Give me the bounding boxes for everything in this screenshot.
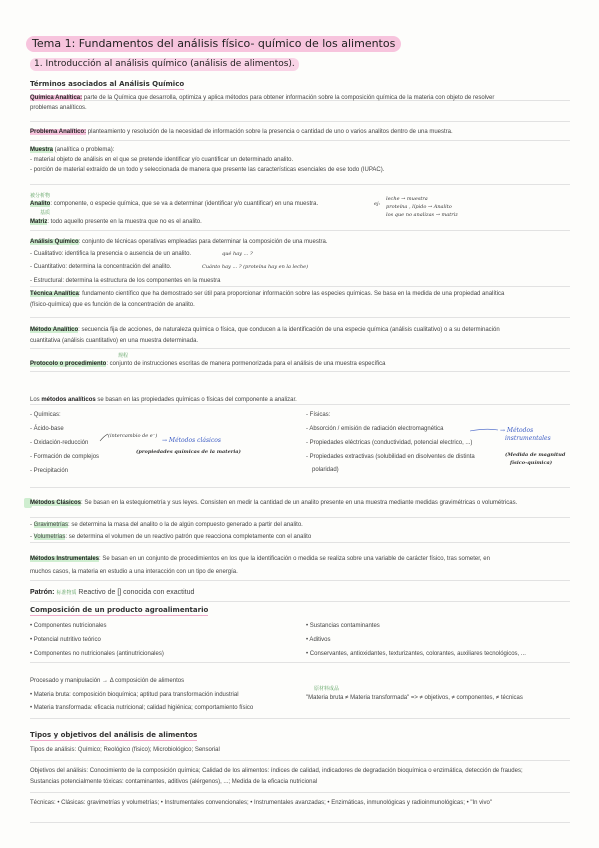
composicion-left-item: • Componentes nutricionales [30, 623, 107, 629]
def-text: : Se basan en la estequiometría y sus leyes. Consisten en medir la cantidad de un analito presente en una muestra mediante medidas gravimétricas o volumétricas. [81, 500, 518, 506]
composicion-left-item: • Componentes no nutricionales (antinutricionales) [30, 651, 164, 657]
term-metodos-instrumentales: Métodos Instrumentales [30, 556, 100, 562]
analito-note-3: los que no analizas → matriz [386, 212, 458, 218]
fisicas-item: polaridad) [312, 467, 339, 473]
intro-pre: Los [30, 397, 42, 403]
intro-post: se basan en las propiedades químicas o físicas del componente a analizar. [95, 397, 297, 403]
procesado-line: • Materia bruta: composición bioquímica; aptitud para transformación industrial [30, 692, 239, 698]
def-metodos-instrumentales [30, 555, 490, 563]
heading-introduccion: 1. Introducción al análisis químico (análisis de alimentos). [30, 58, 299, 71]
fisicas-item: - Absorción / emisión de radiación electromagnética [306, 426, 444, 432]
analito-note-2: proteína , lípido → Analito [386, 204, 452, 210]
term-matriz: Matriz [30, 219, 48, 225]
protocolo-chinese-note: 规程 [118, 353, 129, 359]
term-metodos-clasicos: Métodos Clásicos [30, 500, 82, 506]
section-composicion: Composición de un producto agroalimentario [30, 606, 209, 614]
note-medida-magnitud: (Medida de magnitud [505, 452, 566, 458]
term-tecnica-analitica: Técnica Analítica [30, 291, 79, 297]
note-que-hay: qué hay ... ? [222, 251, 253, 257]
def-text: : todo aquello presente en la muestra que no es el analito. [47, 219, 202, 225]
analisis-item-cualitativo: - Cualitativo: identifica la presencia o ausencia de un analito. [30, 251, 192, 257]
note-fisico-quimica: físico-química) [510, 460, 553, 466]
fisicas-item: - Propiedades extractivas (solubilidad en disolventes de distinta [306, 454, 475, 460]
def-text: : componente, o especie química, que se va a determinar (identificar y/o cuantificar) en una muestra. [50, 201, 319, 207]
def-text: : se determina el volumen de un reactivo patrón que reacciona completamente con el analito [65, 534, 312, 540]
quimicas-item: - Ácido-base [30, 426, 64, 432]
note-metodos-instrumentales: → Métodos [500, 427, 534, 434]
def-text: : se determina la masa del analito o la de algún compuesto generado a partir del analito. [68, 522, 303, 528]
tipos-line: Objetivos del análisis: Conocimiento de la composición química; Calidad de los alimentos: índices de calidad, indicadores de degradación bioquímica o enzimática, detección de fraudes; [30, 768, 523, 774]
quimicas-item: - Formación de complejos [30, 454, 100, 460]
term-gravimetrias: Gravimetrías [33, 522, 69, 528]
note-intercambio-e: (intercambio de e⁻) [108, 433, 158, 439]
def-metodos-clasicos [30, 499, 517, 507]
note-metodos-clasicos: → Métodos clásicos [162, 437, 221, 444]
composicion-right-item: • Aditivos [306, 637, 331, 643]
def-quimica-analitica-cont: problemas analíticos. [30, 105, 87, 111]
section-terminos: Términos asociados al Análisis Químico [30, 80, 185, 88]
page-title: Tema 1: Fundamentos del análisis físico- químico de los alimentos [26, 36, 401, 52]
muestra-item-1: - material objeto de análisis en el que se pretende identificar y/o cuantificar un determinado analito. [30, 157, 294, 163]
quimicas-item: - Oxidación-reducción [30, 440, 89, 446]
def-text: planteamiento y resolución de la necesidad de información sobre la presencia o cantidad de uno o varios analitos dentro de una muestra. [86, 129, 453, 135]
tipos-line: Tipos de análisis: Químico; Reológico (físico); Microbiológico; Sensorial [30, 747, 220, 753]
def-text: (analítica o problema): [53, 147, 115, 153]
analisis-item-cuantitativo: - Cuantitativo: determina la concentración del analito. [30, 264, 172, 270]
def-metodos-instrumentales-cont: muchos casos, la materia en estudio a una interacción con un tipo de energía. [30, 569, 238, 575]
def-gravimetrias: - Gravimetrías: se determina la masa del analito o la de algún compuesto generado a partir del analito. [30, 522, 303, 528]
patron-text: Reactivo de [] conocida con exactitud [78, 589, 195, 596]
term-analito: Analito [30, 201, 51, 207]
composicion-right-item: • Sustancias contaminantes [306, 623, 380, 629]
term-quimica-analitica: Química Analítica: [30, 95, 83, 101]
def-metodo-analitico-cont: cuantitativa (análisis cuantitativo) en una muestra determinada. [30, 338, 199, 344]
def-volumetrias: - Volumetrías: se determina el volumen de un reactivo patrón que reacciona completamente con el analito [30, 534, 312, 540]
analito-chinese-note: 被分析物 [30, 193, 51, 199]
term-volumetrias: Volumetrías [33, 534, 66, 540]
procesado-line: • Materia transformada: eficacia nutricional; calidad higiénica; comportamiento físico [30, 705, 254, 711]
term-metodo-analitico: Método Analítico [30, 327, 79, 333]
def-tecnica-analitica-cont: (físico-química) que es función de la concentración de analito. [30, 302, 195, 308]
composicion-left-item: • Potencial nutritivo teórico [30, 637, 101, 643]
procesado-line: Procesado y manipulación → Δ composición de alimentos [30, 678, 185, 684]
fisicas-item: - Físicas: [306, 412, 331, 418]
section-tipos: Tipos y objetivos del análisis de alimentos [30, 731, 198, 739]
quimicas-item: - Químicas: [30, 412, 61, 418]
note-cuanto-hay: Cuánto hay ... ? (proteína hay en la leche) [202, 264, 309, 270]
patron-chinese-note: 标准物质 [56, 590, 77, 596]
term-patron: Patrón: [30, 589, 55, 596]
def-text: : conjunto de instrucciones escritas de manera pormenorizada para el análisis de una muestra específica [106, 361, 386, 367]
term-protocolo: Protocolo o procedimiento [30, 361, 107, 367]
muestra-item-2: - porción de material extraído de un todo y seleccionada de manera que presente las características esenciales de ese todo (IUPAC). [30, 167, 385, 173]
term-muestra: Muestra [30, 147, 54, 153]
arrow-stroke [100, 434, 108, 441]
matriz-chinese-note: 基质 [40, 210, 51, 216]
note-propiedades-quimicas: (propiedades químicas de la materia) [136, 449, 241, 455]
procesado-chinese-note: 原材料成品 [314, 686, 340, 692]
tipos-line: Técnicas: • Clásicas: gravimetrías y volumetrías; • Instrumentales convencionales; • Instrumentales avanzadas; • Enzimáticas, inmunológicas y radioinmunológicas; • "In vivo" [30, 800, 492, 806]
arrow-stroke [470, 429, 498, 431]
def-text: parte de la Química que desarrolla, optimiza y aplica métodos para obtener información sobre la composición química de la materia con objeto de resolver [82, 95, 495, 101]
def-text: : fundamento científico que ha demostrado ser útil para proporcionar información sobre las especies químicas. Se basa en la medida de una propiedad analítica [78, 291, 505, 297]
def-text: : conjunto de técnicas operativas empleadas para determinar la composición de una muestra. [78, 239, 328, 245]
quimicas-item: - Precipitación [30, 468, 69, 474]
def-patron [30, 589, 194, 597]
procesado-right: "Materia bruta ≠ Materia transformada" => ≠ objetivos, ≠ componentes, ≠ técnicas [306, 695, 523, 701]
term-metodos-analiticos: métodos analíticos [41, 397, 96, 403]
note-instrumentales: instrumentales [505, 435, 551, 442]
analisis-item-estructural: - Estructural: determina la estructura de los componentes en la muestra [30, 278, 221, 284]
def-text: : secuencia fija de acciones, de naturaleza química o física, que conducen a la identificación de una especie química (análisis cualitativo) o a su determinación [78, 327, 500, 333]
analito-note-ej: ej: [374, 201, 381, 207]
tipos-line: Sustancias potencialmente tóxicas: contaminantes, aditivos (alérgenos), ...; Medida de la eficacia nutricional [30, 779, 318, 785]
def-text: : Se basan en un conjunto de procedimientos en los que la identificación o medida se realiza sobre una variable de carácter físico, tras someter, en [99, 556, 490, 562]
fisicas-item: - Propiedades eléctricas (conductividad, potencial electrico, ...) [306, 440, 473, 446]
composicion-right-item: • Conservantes, antioxidantes, texturizantes, colorantes, auxiliares tecnológicos, ... [306, 651, 526, 657]
term-problema-analitico: Problema Analítico: [30, 129, 87, 135]
term-analisis-quimico: Análisis Químico [30, 239, 79, 245]
analito-note-1: leche → muestra [386, 196, 428, 202]
